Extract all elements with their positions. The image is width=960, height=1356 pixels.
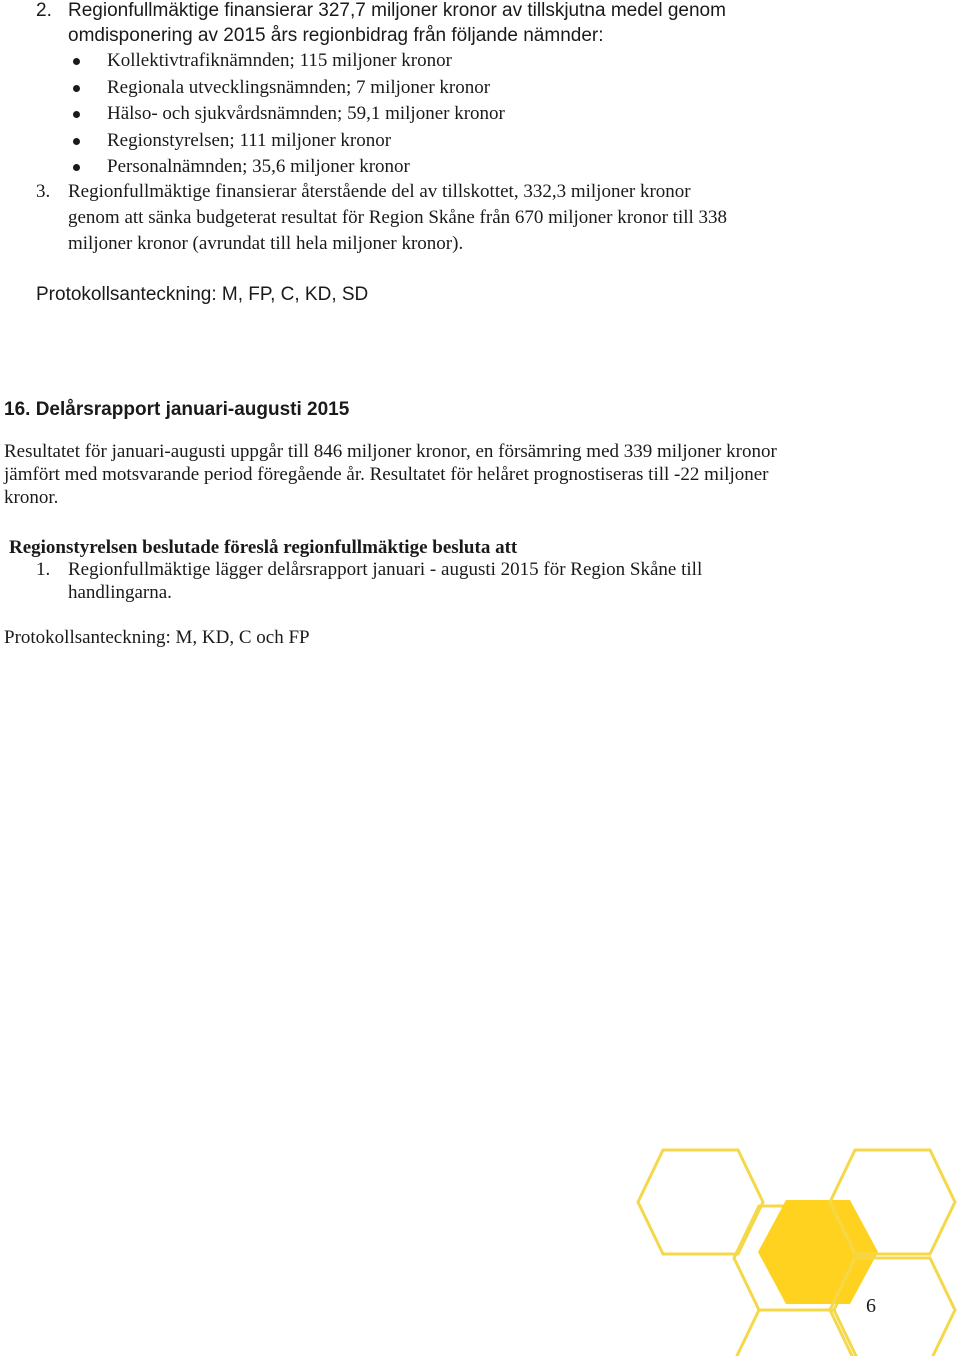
item3-line-1: Regionfullmäktige finansierar återstående del av tillskottet, 332,3 miljoner kronor	[68, 181, 691, 202]
hexagon-filled	[758, 1200, 878, 1304]
section-heading: 16. Delårsrapport januari-augusti 2015	[4, 399, 350, 420]
item3-line-3: miljoner kronor (avrundat till hela miljoner kronor).	[68, 233, 464, 254]
item3-line-2: genom att sänka budgeterat resultat för Region Skåne från 670 miljoner kronor till 338	[68, 207, 728, 228]
bullet-item-2: Regionala utvecklingsnämnden; 7 miljoner kronor	[107, 77, 491, 98]
decision-line-2: handlingarna.	[68, 582, 172, 603]
bullet-item-1: Kollektivtrafiknämnden; 115 miljoner kronor	[107, 50, 452, 71]
item2-line-2: omdisponering av 2015 års regionbidrag från följande nämnder:	[68, 25, 604, 46]
protocol-note-1: Protokollsanteckning: M, FP, C, KD, SD	[36, 284, 369, 305]
bullet-item-4: Regionstyrelsen; 111 miljoner kronor	[107, 130, 392, 151]
list-number-3: 3.	[36, 181, 51, 202]
item2-line-1: Regionfullmäktige finansierar 327,7 miljoner kronor av tillskjutna medel genom	[68, 0, 726, 21]
page-number: 6	[866, 1295, 876, 1317]
section-body-line-1: Resultatet för januari-augusti uppgår till 846 miljoner kronor, en försämring med 339 miljoner kronor	[4, 441, 777, 462]
decision-heading: Regionstyrelsen beslutade föreslå regionfullmäktige besluta att	[9, 537, 518, 558]
bullet-item-3: Hälso- och sjukvårdsnämnden; 59,1 miljoner kronor	[107, 103, 505, 124]
section-body-line-2: jämfört med motsvarande period föregående år. Resultatet för helåret prognostiseras till -22 miljoner	[4, 464, 769, 485]
list-number-2: 2.	[36, 0, 52, 21]
protocol-note-2: Protokollsanteckning: M, KD, C och FP	[4, 627, 310, 648]
section-body-line-3: kronor.	[4, 487, 59, 508]
bullet-item-5: Personalnämnden; 35,6 miljoner kronor	[107, 156, 410, 177]
decision-line-1: Regionfullmäktige lägger delårsrapport januari - augusti 2015 för Region Skåne till	[68, 559, 703, 580]
decision-number: 1.	[36, 559, 51, 580]
